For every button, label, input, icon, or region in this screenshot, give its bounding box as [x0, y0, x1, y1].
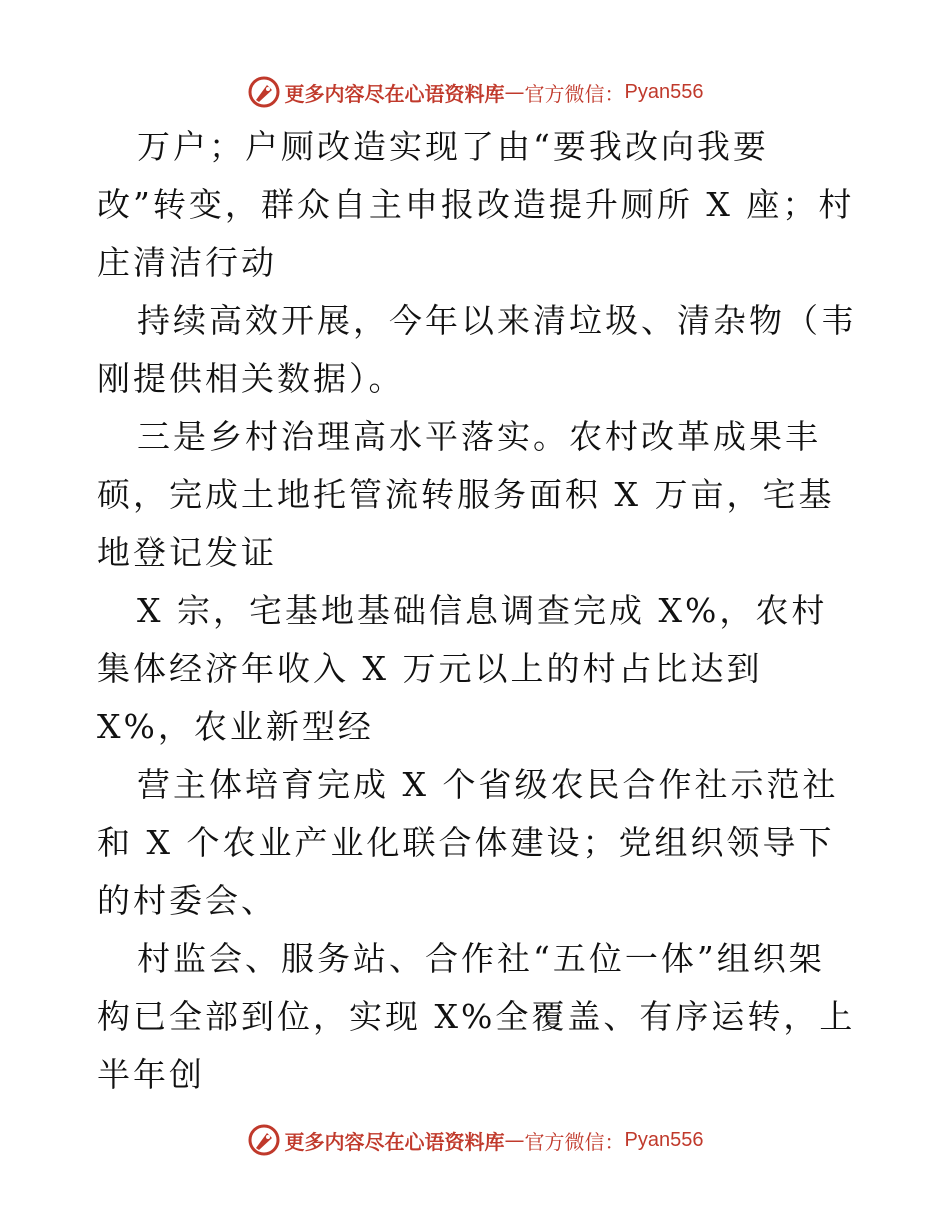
paragraph-6: 村监会、服务站、合作社“五位一体”组织架构已全部到位，实现 X%全覆盖、有序运转，上半年创	[97, 939, 856, 1094]
paragraph-2: 持续高效开展，今年以来清垃圾、清杂物（韦刚提供相关数据）。	[97, 301, 857, 398]
footer-banner	[0, 1120, 950, 1160]
banner-dash: —	[504, 80, 525, 104]
header-banner	[0, 72, 950, 112]
banner-wechat-handle: Pyan556	[624, 80, 704, 103]
pen-nib-logo-icon	[247, 75, 281, 109]
pen-nib-logo-icon	[247, 1123, 281, 1157]
footer-dash: —	[504, 1128, 525, 1152]
paragraph-3: 三是乡村治理高水平落实。农村改革成果丰硕，完成土地托管流转服务面积 X 万亩，宅基地登记发证	[97, 417, 835, 572]
paragraph-4: X 宗，宅基地基础信息调查完成 X%，农村集体经济年收入 X 万元以上的村占比达到 X%，农业新型经	[97, 591, 828, 746]
document-body	[97, 118, 857, 1104]
banner-brand-text: 更多内容尽在心语资料库	[284, 81, 505, 106]
footer-wechat-handle: Pyan556	[624, 1128, 704, 1151]
footer-brand-text: 更多内容尽在心语资料库	[284, 1129, 505, 1154]
paragraph-5: 营主体培育完成 X 个省级农民合作社示范社和 X 个农业产业化联合体建设；党组织领导下的村委会、	[97, 765, 839, 920]
banner-official-label: 官方微信：	[524, 81, 625, 106]
paragraph-1: 万户；户厕改造实现了由“要我改向我要改”转变，群众自主申报改造提升厕所 X 座；村庄清洁行动	[97, 127, 855, 282]
footer-official-label: 官方微信：	[524, 1129, 625, 1154]
